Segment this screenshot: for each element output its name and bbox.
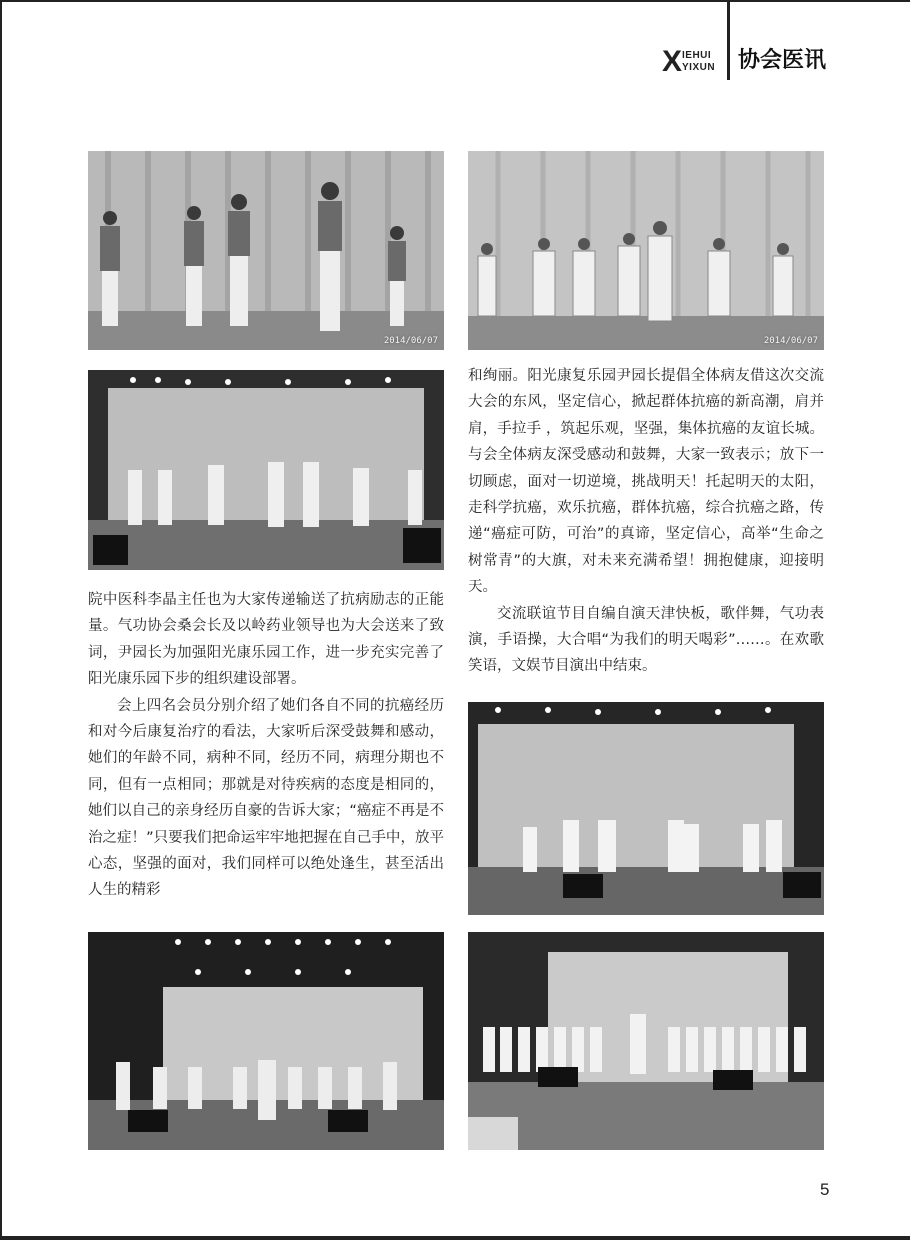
header-logo-line1: IEHUI bbox=[682, 50, 712, 61]
header-logo-text bbox=[682, 50, 715, 74]
page-number: 5 bbox=[820, 1180, 830, 1199]
chorus-photo-icon bbox=[468, 932, 824, 1150]
right-paragraph-2: 交流联谊节目自编自演天津快板，歌伴舞，气功表演，手语操，大合唱“为我们的明天喝彩”……。在欢歌笑语，文娱节目演出中结束。 bbox=[468, 605, 824, 675]
photo-stage-group bbox=[88, 932, 444, 1150]
qigong-performance-photo-icon bbox=[468, 702, 824, 915]
page-border-top bbox=[0, 0, 910, 2]
photo-stage-dance bbox=[88, 151, 444, 350]
right-paragraph-1: 和绚丽。阳光康复乐园尹园长提倡全体病友借这次交流大会的东风，坚定信心，掀起群体抗癌的新高潮，肩并肩，手拉手 ，筑起乐观，坚强，集体抗癌的友谊长城。与会全体病友深受感动和鼓舞，大家一致表示；放下一切顾虑，面对一切逆境，挑战明天！托起明天的太阳，走科学抗癌，欢乐抗癌，群体抗癌，综合抗癌之路，传递“癌症可防，可治”的真谛，坚定信心，高举“生命之树常青”的大旗，对未来充满希望！拥抱健康，迎接明天。 bbox=[468, 368, 824, 596]
stage-group-photo-icon bbox=[88, 932, 444, 1150]
left-text-column bbox=[88, 587, 444, 904]
section-title: 协会医讯 bbox=[738, 48, 827, 73]
page-border-left bbox=[0, 0, 2, 1240]
photo-date-stamp: 2014/06/07 bbox=[383, 336, 438, 346]
right-text-column bbox=[468, 363, 824, 680]
left-paragraph-1: 院中医科李晶主任也为大家传递输送了抗病励志的正能量。气功协会桑会长及以岭药业领导也为大会送来了致词，尹园长为加强阳光康乐园工作，进一步充实完善了阳光康乐园下步的组织建设部署。 bbox=[88, 592, 444, 688]
header-logo-line2: YIXUN bbox=[682, 62, 716, 73]
photo-qigong bbox=[468, 702, 824, 915]
photo-date-stamp: 2014/06/07 bbox=[763, 336, 818, 346]
header-divider bbox=[727, 0, 730, 80]
left-paragraph-2: 会上四名会员分别介绍了她们各自不同的抗癌经历和对今后康复治疗的看法，大家听后深受鼓舞和感动，她们的年龄不同，病种不同，经历不同，病理分期也不同，但有一点相同；那就是对待疾病的态度是相同的，她们以自己的亲身经历自豪的告诉大家；“癌症不再是不治之症！”只要我们把命运牢牢地把握在自己手中，放平心态，坚强的面对，我们同样可以绝处逢生，甚至活出人生的精彩 bbox=[88, 697, 444, 899]
group-dance-photo-icon bbox=[88, 370, 444, 570]
taichi-performance-photo-icon bbox=[468, 151, 824, 350]
photo-chorus bbox=[468, 932, 824, 1150]
photo-taichi bbox=[468, 151, 824, 350]
photo-group-dance bbox=[88, 370, 444, 570]
page-border-bottom bbox=[0, 1236, 910, 1240]
header-logo-letter: X bbox=[662, 45, 683, 78]
stage-dance-photo-icon bbox=[88, 151, 444, 350]
